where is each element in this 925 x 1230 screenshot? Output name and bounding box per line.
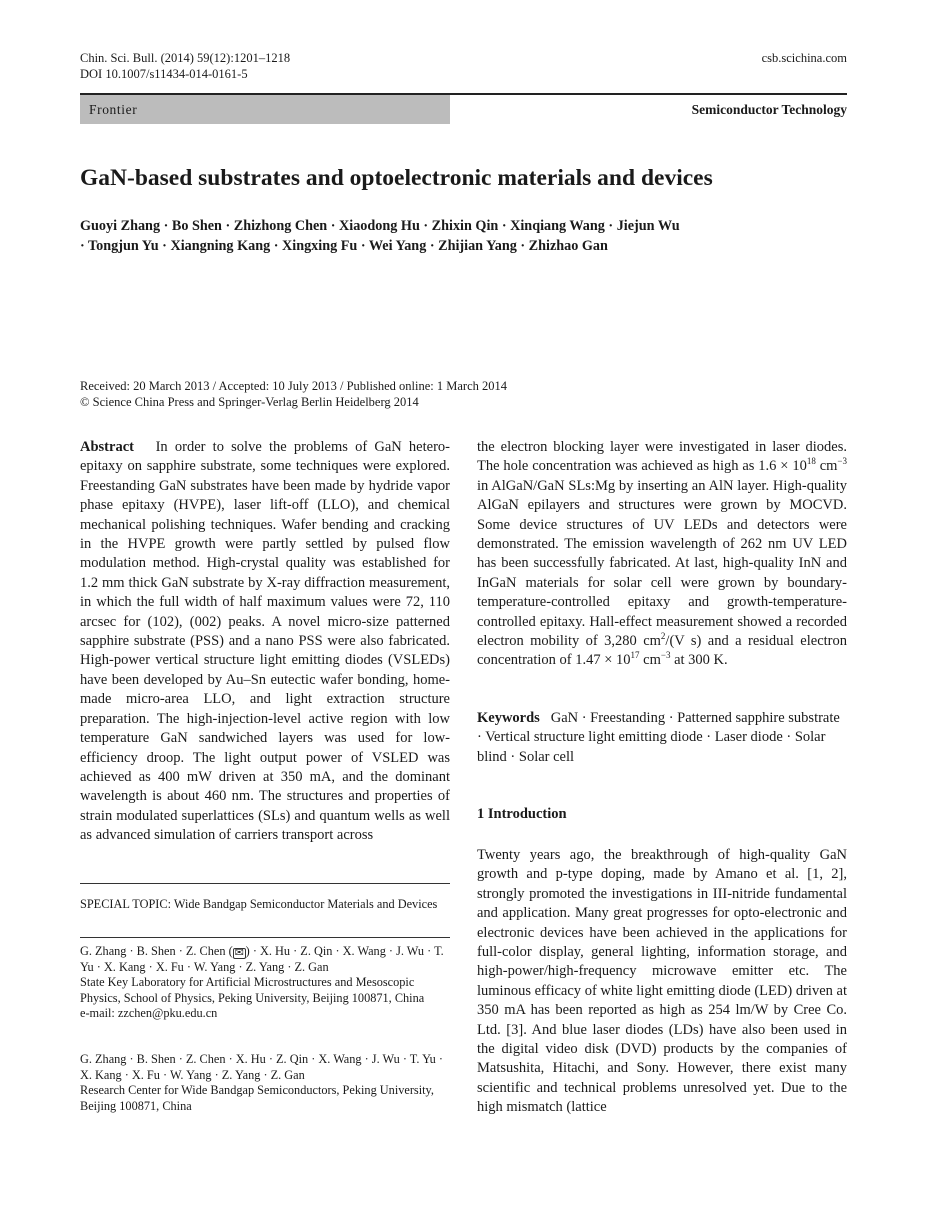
superscript: 18 — [806, 456, 816, 467]
abstract-text: /(V s) and a residual electron concentration of 1.47 × 10 — [477, 633, 847, 669]
affiliation-2-institution: Research Center for Wide Bandgap Semiconductors, Peking University, Beijing 100871, China — [80, 1083, 434, 1113]
affiliation-1 — [80, 944, 450, 1022]
footnote-rule — [80, 883, 450, 884]
abstract-text-left: In order to solve the problems of GaN hetero-epitaxy on sapphire substrate, some techniques were explored. Freestanding GaN substrates have been made by hydride vapor phase epitaxy (HVPE), laser lift-off (LLO), and chemical mechanical polishing techniques. Wafer bending and cracking in the HVPE growth were partly settled by pulsed flow modulation method. High-crystal quality was established for 1.2 mm thick GaN substrate by X-ray diffraction measurement, in which the full width of half maximum values were 72, 110 arcsec for (102), (002) peaks. A novel micro-size patterned sapphire substrate (PSS) and a nano PSS were also fabricated. High-power vertical structure light emitting diodes (VSLEDs) have been developed by Au–Sn eutectic wafer bonding, home-made micro-area LLO, and light extraction structure preparation. The high-injection-level active region with low temperature GaN sandwiched layers was used for low-efficiency droop. The light output power of VSLED was achieved as 400 mW driven at 350 mA, and the dominant wavelength is about 460 nm. The structures and properties of strain modulated superlattices (SLs) and quantum wells as well as advanced simulation of carriers transport across — [80, 439, 450, 844]
aff-authors-text: ) · X. Hu · Z. Qin · X. Wang · J. Wu · T. Yu · X. Kang · X. Fu · W. Yang · Z. Yang · Z. Gan — [80, 944, 444, 974]
section-label: Semiconductor Technology — [691, 102, 847, 117]
abstract-text: the electron blocking layer were investigated in laser diodes. The hole concentration was achieved as high as 1.6 × 10 — [477, 439, 847, 475]
affiliation-1-institution: State Key Laboratory for Artificial Microstructures and Mesoscopic Physics, School of Physics, Peking University, Beijing 100871, China — [80, 975, 425, 1005]
affiliation-2 — [80, 1052, 450, 1114]
doi[interactable]: DOI 10.1007/s11434-014-0161-5 — [80, 67, 248, 81]
keywords-label: Keywords — [477, 710, 540, 726]
affiliation-2-authors: G. Zhang · B. Shen · Z. Chen · X. Hu · Z. Qin · X. Wang · J. Wu · T. Yu · X. Kang · X. Fu · W. Yang · Z. Yang · Z. Gan — [80, 1052, 443, 1082]
envelope-icon[interactable]: ✉ — [234, 947, 244, 959]
received-dates: Received: 20 March 2013 / Accepted: 10 July 2013 / Published online: 1 March 2014 — [80, 379, 508, 393]
corresponding-email[interactable]: e-mail: zzchen@pku.edu.cn — [80, 1006, 218, 1021]
abstract-right — [477, 438, 847, 671]
superscript: 2 — [660, 631, 666, 642]
journal-citation: Chin. Sci. Bull. (2014) 59(12):1201–1218 — [80, 51, 291, 65]
superscript: 17 — [630, 650, 640, 661]
author-list: Guoyi Zhang · Bo Shen · Zhizhong Chen · Xiaodong Hu · Zhixin Qin · Xinqiang Wang · Jiejun Wu · Tongjun Yu · Xiangning Kang · Xingxing Fu · Wei Yang · Zhijian Yang · Zhizhao Gan — [80, 218, 680, 254]
abstract-text: cm — [639, 652, 661, 669]
special-topic-note: SPECIAL TOPIC: Wide Bandgap Semiconductor Materials and Devices — [80, 897, 438, 911]
paper-title: GaN-based substrates and optoelectronic materials and devices — [80, 165, 713, 191]
aff-authors-text: G. Zhang · B. Shen · Z. Chen ( — [80, 944, 233, 958]
abstract-text: cm — [815, 458, 838, 475]
superscript: −3 — [660, 650, 671, 661]
superscript: −3 — [837, 456, 847, 467]
copyright: © Science China Press and Springer-Verlag Berlin Heidelberg 2014 — [80, 395, 419, 409]
keywords — [477, 709, 847, 767]
publication-dates — [80, 378, 507, 410]
footnote-rule — [80, 937, 450, 938]
abstract-left — [80, 438, 450, 846]
affiliation-1-authors — [80, 944, 450, 975]
section-heading-introduction: 1 Introduction — [477, 806, 567, 822]
introduction-text: Twenty years ago, the breakthrough of high-quality GaN growth and p-type doping, made by Amano et al. [1, 2], strongly promoted the investigations in III-nitride fundamental and application. Many great progresses for opto-electronic and electronic devices have been achieved in the applications for full-color display, general lighting, information storage, and high-power/high-frequency microwave emitter etc. The luminous efficacy of white light emitting diode (LED) driven at 350 mA has been reported as high as 254 lm/W by Cree Co. Ltd. [3]. And blue laser diodes (LDs) have also been used in the digital video disk (DVD) products by the companies of Matsushita, Hitachi, and Sony. However, there exist many scientific and technical problems unresolved yet. Due to the high mismatch (lattice — [477, 847, 847, 1116]
journal-header — [80, 50, 290, 82]
abstract-label: Abstract — [80, 439, 134, 455]
category-label: Frontier — [80, 95, 450, 124]
site-url[interactable]: csb.scichina.com — [761, 51, 847, 65]
keywords-text: GaN · Freestanding · Patterned sapphire substrate · Vertical structure light emitting diode · Laser diode · Solar blind · Solar cell — [477, 710, 840, 765]
abstract-text: at 300 K. — [670, 652, 728, 669]
abstract-text: in AlGaN/GaN SLs:Mg by inserting an AlN layer. High-quality AlGaN epilayers and structures were grown by MOCVD. Some device structures of UV LEDs and detectors were demonstrated. The emission wavelength of 262 nm UV LED has been successfully fabricated. At last, high-quality InN and InGaN materials for solar cell were grown by boundary-temperature-controlled epitaxy and growth-temperature-controlled epitaxy. Hall-effect measurement showed a recorded electron mobility of 3,280 cm — [477, 477, 847, 650]
